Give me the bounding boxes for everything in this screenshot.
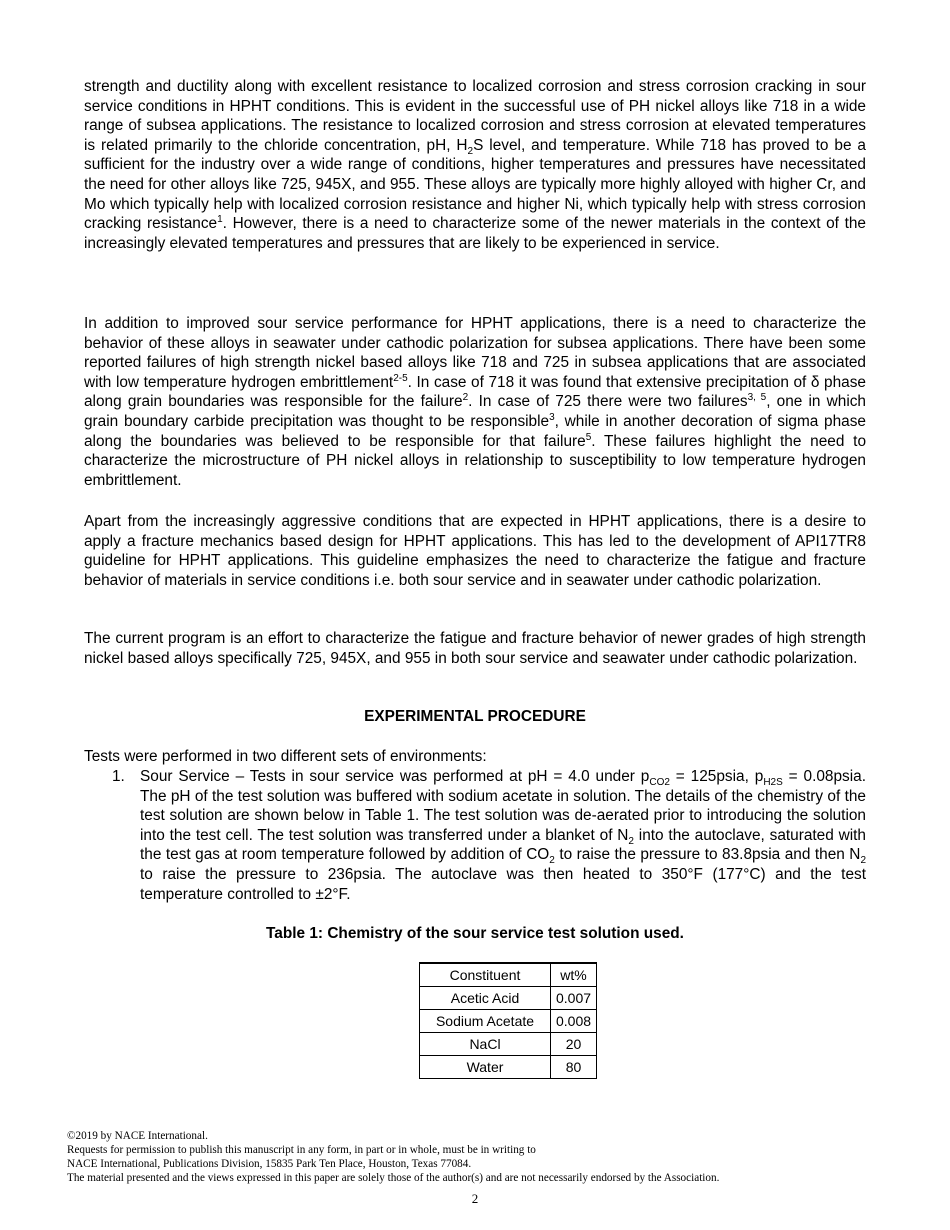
paragraph-4: The current program is an effort to characterize the fatigue and fracture behavior of newer grades of high strength nickel based alloys specifically 725, 945X, and 955 in both sour service and seawater under cathodic polarization. [84, 630, 866, 667]
citation-ref: 2-5 [393, 372, 408, 384]
paragraph-2: In addition to improved sour service performance for HPHT applications, there is a need to characterize the behavior of these alloys in seawater under cathodic polarization for subsea applications. There have been some reported failures of high strength nickel based alloys like 718 and 725 in subsea applications that are associated with low temperature hydrogen embrittlement$^{2-5}$. In case of 718 it was found that extensive precipitation of δ phase along grain boundaries was responsible for the failure$^2$. In case of 725 there were two failures$^{3, 5}$, one in which grain boundary carbide precipitation was thought to be responsible$^3$, while in another decoration of sigma phase along the boundaries was believed to be responsible for that failure$^5$. These failures highlight the need to characterize the microstructure of PH nickel alloys in relationship to susceptibility to low temperature hydrogen embrittlement. [84, 315, 866, 489]
citation-ref: 3 [549, 411, 555, 423]
table-cell: 0.007 [551, 987, 597, 1010]
table-cell: Sodium Acetate [420, 1010, 551, 1033]
chemistry-table [419, 962, 597, 1079]
citation-ref: 2 [462, 392, 469, 404]
citation-ref: 1 [217, 214, 223, 226]
table-cell: 80 [551, 1056, 597, 1079]
table-header-cell: Constituent [420, 963, 551, 987]
paragraph-3: Apart from the increasingly aggressive conditions that are expected in HPHT applications, there is a desire to apply a fracture mechanics based design for HPHT applications. This has led to the development of API17TR8 guideline for HPHT applications. This guideline emphasizes the need to characterize the fatigue and fracture behavior of materials in service conditions i.e. both sour service and in seawater under cathodic polarization. [84, 513, 866, 589]
table-cell: 20 [551, 1033, 597, 1056]
table-cell: NaCl [420, 1033, 551, 1056]
citation-ref: 3, 5 [747, 392, 767, 404]
procedure-intro: Tests were performed in two different sets of environments: [84, 748, 487, 765]
table-cell: Acetic Acid [420, 987, 551, 1010]
table-row [420, 1033, 597, 1056]
table-row [420, 1056, 597, 1079]
list-item-sour-service: Sour Service – Tests in sour service was performed at pH = 4.0 under $p_{CO2}$ = 125psia, $p_{H2S}$ = 0.08psia. The pH of the test solution was buffered with sodium acetate in solution. The details of the chemistry of the test solution are shown below in Table 1. The test solution was de-aerated prior to introducing the solution into the test cell. The test solution was transferred under a blanket of $N_2$ into the autoclave, saturated with the test gas at room temperature followed by addition of $CO_2$ to raise the pressure to 83.8psia and then $N_2$ to raise the pressure to 236psia. The autoclave was then heated to 350°F (177°C) and the test temperature controlled to ±2°F. [140, 768, 866, 903]
table-header-cell: wt% [551, 963, 597, 987]
page-number: 2 [471, 1191, 479, 1206]
section-heading: EXPERIMENTAL PROCEDURE [364, 708, 586, 725]
footer-line: The material presented and the views expressed in this paper are solely those of the author(s) and are not necessarily endorsed by the Association. [67, 1172, 720, 1184]
list-number: 1. [112, 768, 125, 785]
copyright-footer [67, 1129, 887, 1185]
table-cell: Water [420, 1056, 551, 1079]
table-cell: 0.008 [551, 1010, 597, 1033]
footer-line: Requests for permission to publish this manuscript in any form, in part or in whole, must be in writing to [67, 1144, 536, 1156]
table-header-row [420, 963, 597, 987]
table-row [420, 987, 597, 1010]
footer-line: ©2019 by NACE International. [67, 1130, 208, 1142]
footer-line: NACE International, Publications Division, 15835 Park Ten Place, Houston, Texas 77084. [67, 1158, 472, 1170]
table-row [420, 1010, 597, 1033]
paragraph-1: strength and ductility along with excellent resistance to localized corrosion and stress corrosion cracking in sour service conditions in HPHT conditions. This is evident in the successful use of PH nickel alloys like 718 in a wide range of subsea applications. The resistance to localized corrosion and stress corrosion at elevated temperatures is related primarily to the chloride concentration, pH, $H_2S$ level, and temperature. While 718 has proved to be a sufficient for the industry over a wide range of conditions, higher temperatures and pressures have necessitated the need for other alloys like 725, 945X, and 955. These alloys are typically more highly alloyed with higher Cr, and Mo which typically help with localized corrosion resistance and higher Ni, which typically help with stress corrosion cracking resistance$^1$. However, there is a need to characterize some of the newer materials in the context of the increasingly elevated temperatures and pressures that are likely to be experienced in service. [84, 78, 866, 252]
table-caption: Table 1: Chemistry of the sour service test solution used. [266, 925, 684, 942]
citation-ref: 5 [585, 431, 592, 443]
